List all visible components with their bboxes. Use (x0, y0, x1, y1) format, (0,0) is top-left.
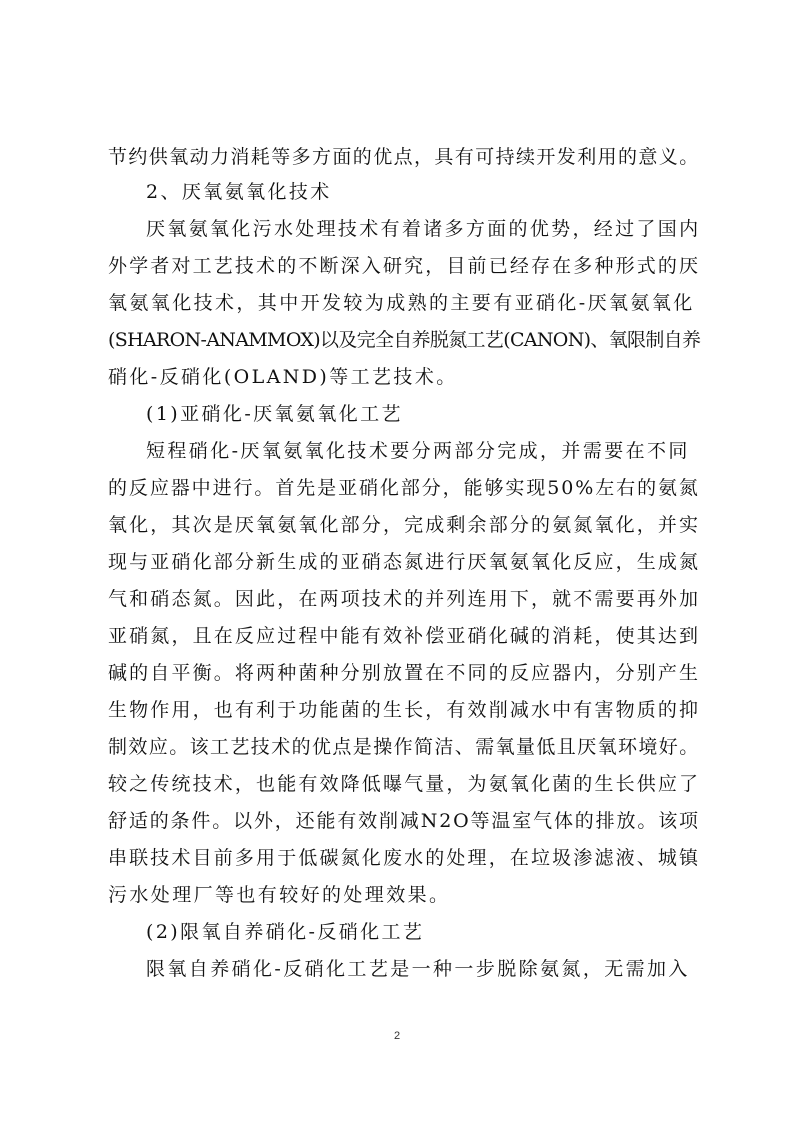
text-line: 制效应。该工艺技术的优点是操作简洁、需氧量低且厌氧环境好。 (108, 736, 700, 758)
text-line: 现与亚硝化部分新生成的亚硝态氮进行厌氧氨氧化反应，生成氮 (108, 551, 701, 573)
text-line: 气和硝态氮。因此，在两项技术的并列连用下，就不需要再外加 (108, 588, 701, 610)
text-line: 较之传统技术，也能有效降低曝气量，为氨氧化菌的生长供应了 (108, 773, 701, 795)
text-line: 氧化，其次是厌氧氨氧化部分，完成剩余部分的氨氮氧化，并实 (108, 514, 701, 536)
subsection-heading: (2)限氧自养硝化-反硝化工艺 (146, 921, 425, 943)
text-line: 舒适的条件。以外，还能有效削减N2O等温室气体的排放。该项 (108, 810, 700, 832)
text-line: 短程硝化-厌氧氨氧化技术要分两部分完成，并需要在不同 (146, 440, 690, 462)
text-line: 节约供氧动力消耗等多方面的优点，具有可持续开发利用的意义。 (108, 146, 700, 168)
subsection-heading: (1)亚硝化-厌氧氨氧化工艺 (146, 403, 403, 425)
text-line: 限氧自养硝化-反硝化工艺是一种一步脱除氨氮，无需加入 (146, 958, 690, 980)
text-line: 串联技术目前多用于低碳氮化废水的处理，在垃圾渗滤液、城镇 (108, 847, 701, 869)
section-heading: 2、厌氧氨氧化技术 (146, 181, 332, 203)
text-line: 生物作用，也有利于功能菌的生长，有效削减水中有害物质的抑 (108, 699, 701, 721)
text-line: 硝化-反硝化(OLAND)等工艺技术。 (108, 366, 458, 388)
text-line: 亚硝氮，且在反应过程中能有效补偿亚硝化碱的消耗，使其达到 (108, 625, 701, 647)
text-line: 外学者对工艺技术的不断深入研究，目前已经存在多种形式的厌 (108, 255, 701, 277)
text-line: 碱的自平衡。将两种菌种分别放置在不同的反应器内，分别产生 (108, 662, 701, 684)
text-line: 氧氨氧化技术，其中开发较为成熟的主要有亚硝化-厌氧氨氧化 (108, 292, 695, 314)
text-line: 的反应器中进行。首先是亚硝化部分，能够实现50%左右的氨氮 (108, 477, 700, 499)
text-line: 厌氧氨氧化污水处理技术有着诸多方面的优势，经过了国内 (146, 218, 701, 240)
text-line: (SHARON-ANAMMOX)以及完全自养脱氮工艺(CANON)、氧限制自养 (108, 329, 701, 351)
text-line: 污水处理厂等也有较好的处理效果。 (108, 884, 451, 906)
page-number: 2 (393, 1030, 401, 1042)
